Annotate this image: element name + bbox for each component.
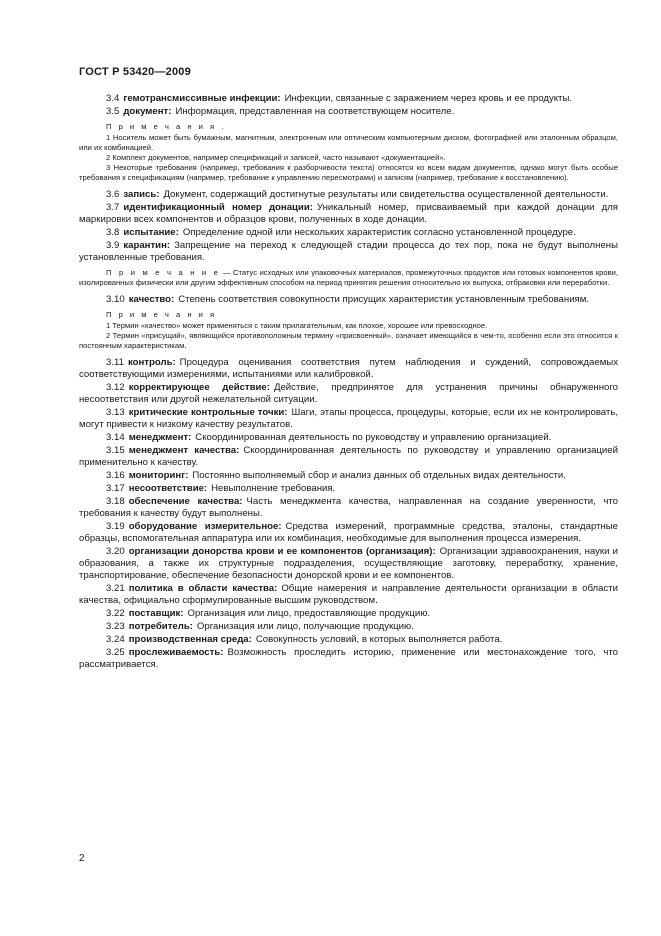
clause-number: 3.25 [106,647,125,658]
note-item: 1 Термин «качество» может применяться с таким прилагательным, как плохое, хорошее или превосходное. [106,321,488,330]
definition-paragraph [79,496,618,520]
defined-term: несоответствие: [128,483,208,494]
defined-term: корректирующее действие: [128,382,270,393]
note-item: 3 Некоторые требования (например, требования к разборчивости текста) относятся ко всем видам документов, однако могут быть особые требования к спецификациям (например, требование к управлению пересмотрами) и записям (например, требование к восстановлению). [79,163,618,182]
defined-term: обеспечение качества: [128,496,243,507]
definition-text: Запрещение на переход к следующей стадии процесса до тех пор, пока не будут выполнены установленные требования. [79,240,618,263]
clause-number: 3.12 [106,382,125,393]
definition-paragraph [79,357,618,381]
definition-paragraph [79,189,618,201]
notes-block [79,122,618,183]
note-label: П р и м е ч а н и е [106,268,221,277]
defined-term: прослеживаемость: [128,647,224,658]
clause-number: 3.10 [106,294,125,305]
defined-term: менеджмент качества: [128,445,240,456]
document-body [79,93,618,672]
page-number: 2 [79,853,85,864]
clause-number: 3.16 [106,470,125,481]
definition-text: Средства измерений, программные средства, эталоны, стандартные образцы, вспомогательная аппаратура или их комбинация, необходимые для выполнения процесса измерения. [79,521,618,544]
clause-number: 3.17 [106,483,125,494]
notes-title: П р и м е ч а н и я [106,310,217,319]
definition-text: Организация или лицо, получающие продукцию. [196,621,414,632]
clause-number: 3.21 [106,583,125,594]
clause-number: 3.7 [106,202,120,213]
defined-term: менеджмент: [128,432,192,443]
clause-number: 3.18 [106,496,125,507]
definition-text: Информация, представленная на соответствующем носителе. [175,106,455,117]
definition-text: Организации здравоохранения, науки и образования, а также их структурные подразделения, осуществляющие заготовку, переработку, хранение, транспортирование, обеспечение безопасности донорской крови и ее компонентов. [79,546,618,581]
clause-number: 3.14 [106,432,125,443]
definition-paragraph [79,407,618,431]
clause-number: 3.13 [106,407,125,418]
document-header: ГОСТ Р 53420—2009 [79,66,191,78]
clause-number: 3.11 [106,357,124,368]
definition-text: Совокупность условий, в которых выполняется работа. [255,634,503,645]
note-text: — Статус исходных или упаковочных материалов, промежуточных продуктов или готовых компонентов крови, изолированных физически или другим эффективным способом на период принятия решения относительно их выпуска, отбраковки или переработки. [79,268,618,287]
clause-number: 3.22 [106,608,125,619]
definition-paragraph [79,483,618,495]
definition-paragraph [79,546,618,582]
definition-text: Уникальный номер, присваиваемый при каждой донации для маркировки всех компонентов и образцов крови, полученных в ходе донации. [79,202,618,225]
defined-term: поставщик: [128,608,184,619]
definition-paragraph [79,93,618,105]
definition-paragraph [79,382,618,406]
definition-text: Скоординированная деятельность по руководству и управлению организацией применительно к качеству. [79,445,618,468]
definition-paragraph [79,608,618,620]
defined-term: контроль: [127,357,176,368]
clause-number: 3.20 [106,546,125,557]
clause-number: 3.15 [106,445,125,456]
clause-number: 3.5 [106,106,120,117]
definition-text: Общие намерения и направление деятельности организации в области качества, официально сформулированные высшим руководством. [79,583,618,606]
definition-paragraph [79,432,618,444]
definition-text: Скоординированная деятельность по руководству и управлению организацией. [195,432,552,443]
definition-text: Часть менеджмента качества, направленная на создание уверенности, что требования к качеству будут выполнены. [79,496,618,519]
definition-paragraph [79,621,618,633]
definition-text: Невыполнение требования. [211,483,336,494]
clause-number: 3.24 [106,634,125,645]
definition-text: Инфекции, связанные с заражением через кровь и ее продукты. [284,93,573,104]
definition-text: Определение одной или нескольких характеристик согласно установленной процедуре. [182,227,576,238]
clause-number: 3.4 [106,93,120,104]
note-item: 1 Носитель может быть бумажным, магнитным, электронным или оптическим компьютерным диском, фотографией или эталонным образцом, или их комбинацией. [79,133,618,152]
definition-paragraph [79,106,618,118]
note-block [79,268,618,288]
defined-term: гемотрансмиссивные инфекции: [123,93,281,104]
clause-number: 3.19 [106,521,125,532]
definition-paragraph [79,227,618,239]
note-item: 2 Комплект документов, например спецификаций и записей, часто называют «документацией». [106,153,446,162]
defined-term: критические контрольные точки: [128,407,288,418]
definition-paragraph [79,294,618,306]
definition-paragraph [79,445,618,469]
definition-text: Действие, предпринятое для устранения причины обнаруженного несоответствия или другой нежелательной ситуации. [79,382,618,405]
definition-text: Постоянно выполняемый сбор и анализ данных об отдельных видах деятельности. [192,470,566,481]
definition-paragraph [79,202,618,226]
defined-term: запись: [123,189,160,200]
definition-text: Процедура оценивания соответствия путем наблюдения и суждений, сопровождаемых соответствующими измерениями, испытаниями или калибровкой. [79,357,618,380]
defined-term: политика в области качества: [128,583,278,594]
definition-text: Документ, содержащий достигнутые результаты или свидетельства осуществленной деятельности. [163,189,609,200]
defined-term: потребитель: [128,621,193,632]
defined-term: качество: [128,294,175,305]
clause-number: 3.23 [106,621,125,632]
clause-number: 3.8 [106,227,120,238]
note-item [79,268,618,288]
definition-paragraph [79,521,618,545]
notes-block [79,310,618,351]
definition-paragraph [79,240,618,264]
defined-term: производственная среда: [128,634,252,645]
clause-number: 3.9 [106,240,120,251]
defined-term: организации донорства крови и ее компонентов (организация): [128,546,436,557]
definition-text: Организация или лицо, предоставляющие продукцию. [187,608,431,619]
clause-number: 3.6 [106,189,120,200]
defined-term: идентификационный номер донации: [123,202,313,213]
definition-text: Возможность проследить историю, применение или местонахождение того, что рассматривается. [79,647,618,670]
definition-paragraph [79,470,618,482]
defined-term: карантин: [123,240,171,251]
notes-title: П р и м е ч а н и я . [106,122,226,131]
defined-term: мониторинг: [128,470,189,481]
defined-term: испытание: [123,227,179,238]
defined-term: документ: [123,106,172,117]
defined-term: оборудование измерительное: [128,521,282,532]
definition-paragraph [79,647,618,671]
definition-text: Степень соответствия совокупности присущих характеристик установленным требованиям. [178,294,590,305]
definition-text: Шаги, этапы процесса, процедуры, которые, если их не контролировать, могут привести к низкому качеству результатов. [79,407,618,430]
definition-paragraph [79,583,618,607]
note-item: 2 Термин «присущий», являющийся противоположным термину «присвоенный», означает имеющийся в чем-то, особенно если это относится к постоянным характеристикам. [79,331,618,350]
definition-paragraph [79,634,618,646]
